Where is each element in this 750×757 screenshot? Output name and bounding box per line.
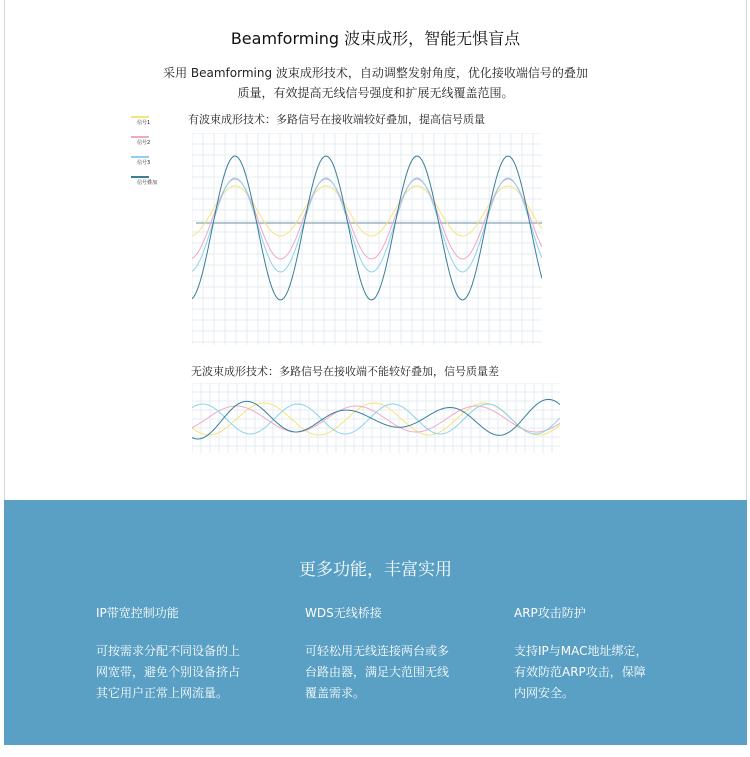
legend-label-signal-2: 信号2 <box>137 140 151 146</box>
signal-legend <box>127 112 167 192</box>
feature-desc-line: 支持IP与MAC地址绑定， <box>514 644 648 658</box>
feature-desc-line: 覆盖需求。 <box>305 686 366 700</box>
page-title: Beamforming 波束成形，智能无惧盲点 <box>230 29 521 48</box>
legend-swatch-signal-2 <box>131 136 149 138</box>
no-beamforming-wave-diagram <box>192 383 560 453</box>
feature-desc-line: 可轻松用无线连接两台或多 <box>305 644 450 658</box>
legend-swatch-signal-3 <box>131 156 149 158</box>
feature-desc-line: 有效防范ARP攻击，保障 <box>514 665 646 679</box>
intro-text <box>5 63 746 103</box>
feature-ip-bandwidth <box>96 604 266 704</box>
feature-desc-line: 内网安全。 <box>514 686 575 700</box>
feature-name: WDS无线桥接 <box>305 606 382 620</box>
legend-item-signal-3 <box>127 152 167 172</box>
legend-item-signal-1 <box>127 112 167 132</box>
intro-line-1: 采用 Beamforming 波束成形技术，自动调整发射角度，优化接收端信号的叠加 <box>163 66 588 80</box>
legend-label-signal-3: 信号3 <box>137 160 151 166</box>
feature-desc-line: 网宽带，避免个别设备挤占 <box>96 665 241 679</box>
feature-description <box>96 641 266 704</box>
legend-item-combined <box>127 172 167 192</box>
feature-desc-line: 可按需求分配不同设备的上 <box>96 644 241 658</box>
features-section <box>4 500 747 745</box>
legend-label-combined: 信号叠加 <box>137 180 158 186</box>
feature-description <box>514 641 684 704</box>
feature-desc-line: 其它用户正常上网流量。 <box>96 686 229 700</box>
feature-desc-line: 台路由器，满足大范围无线 <box>305 665 450 679</box>
no-beamforming-chart-caption: 无波束成形技术：多路信号在接收端不能较好叠加，信号质量差 <box>191 365 499 378</box>
beamforming-wave-diagram <box>192 133 542 345</box>
feature-name: ARP攻击防护 <box>514 606 586 620</box>
legend-swatch-combined <box>131 176 149 178</box>
legend-item-signal-2 <box>127 132 167 152</box>
features-title: 更多功能，丰富实用 <box>299 560 452 580</box>
beamforming-chart-caption: 有波束成形技术：多路信号在接收端较好叠加，提高信号质量 <box>188 113 485 126</box>
legend-label-signal-1: 信号1 <box>137 120 151 126</box>
feature-name: IP带宽控制功能 <box>96 606 179 620</box>
intro-line-2: 质量，有效提高无线信号强度和扩展无线覆盖范围。 <box>237 86 514 100</box>
legend-swatch-signal-1 <box>131 116 149 118</box>
feature-arp-protection <box>514 604 684 704</box>
feature-description <box>305 641 475 704</box>
feature-wds-bridge <box>305 604 475 704</box>
